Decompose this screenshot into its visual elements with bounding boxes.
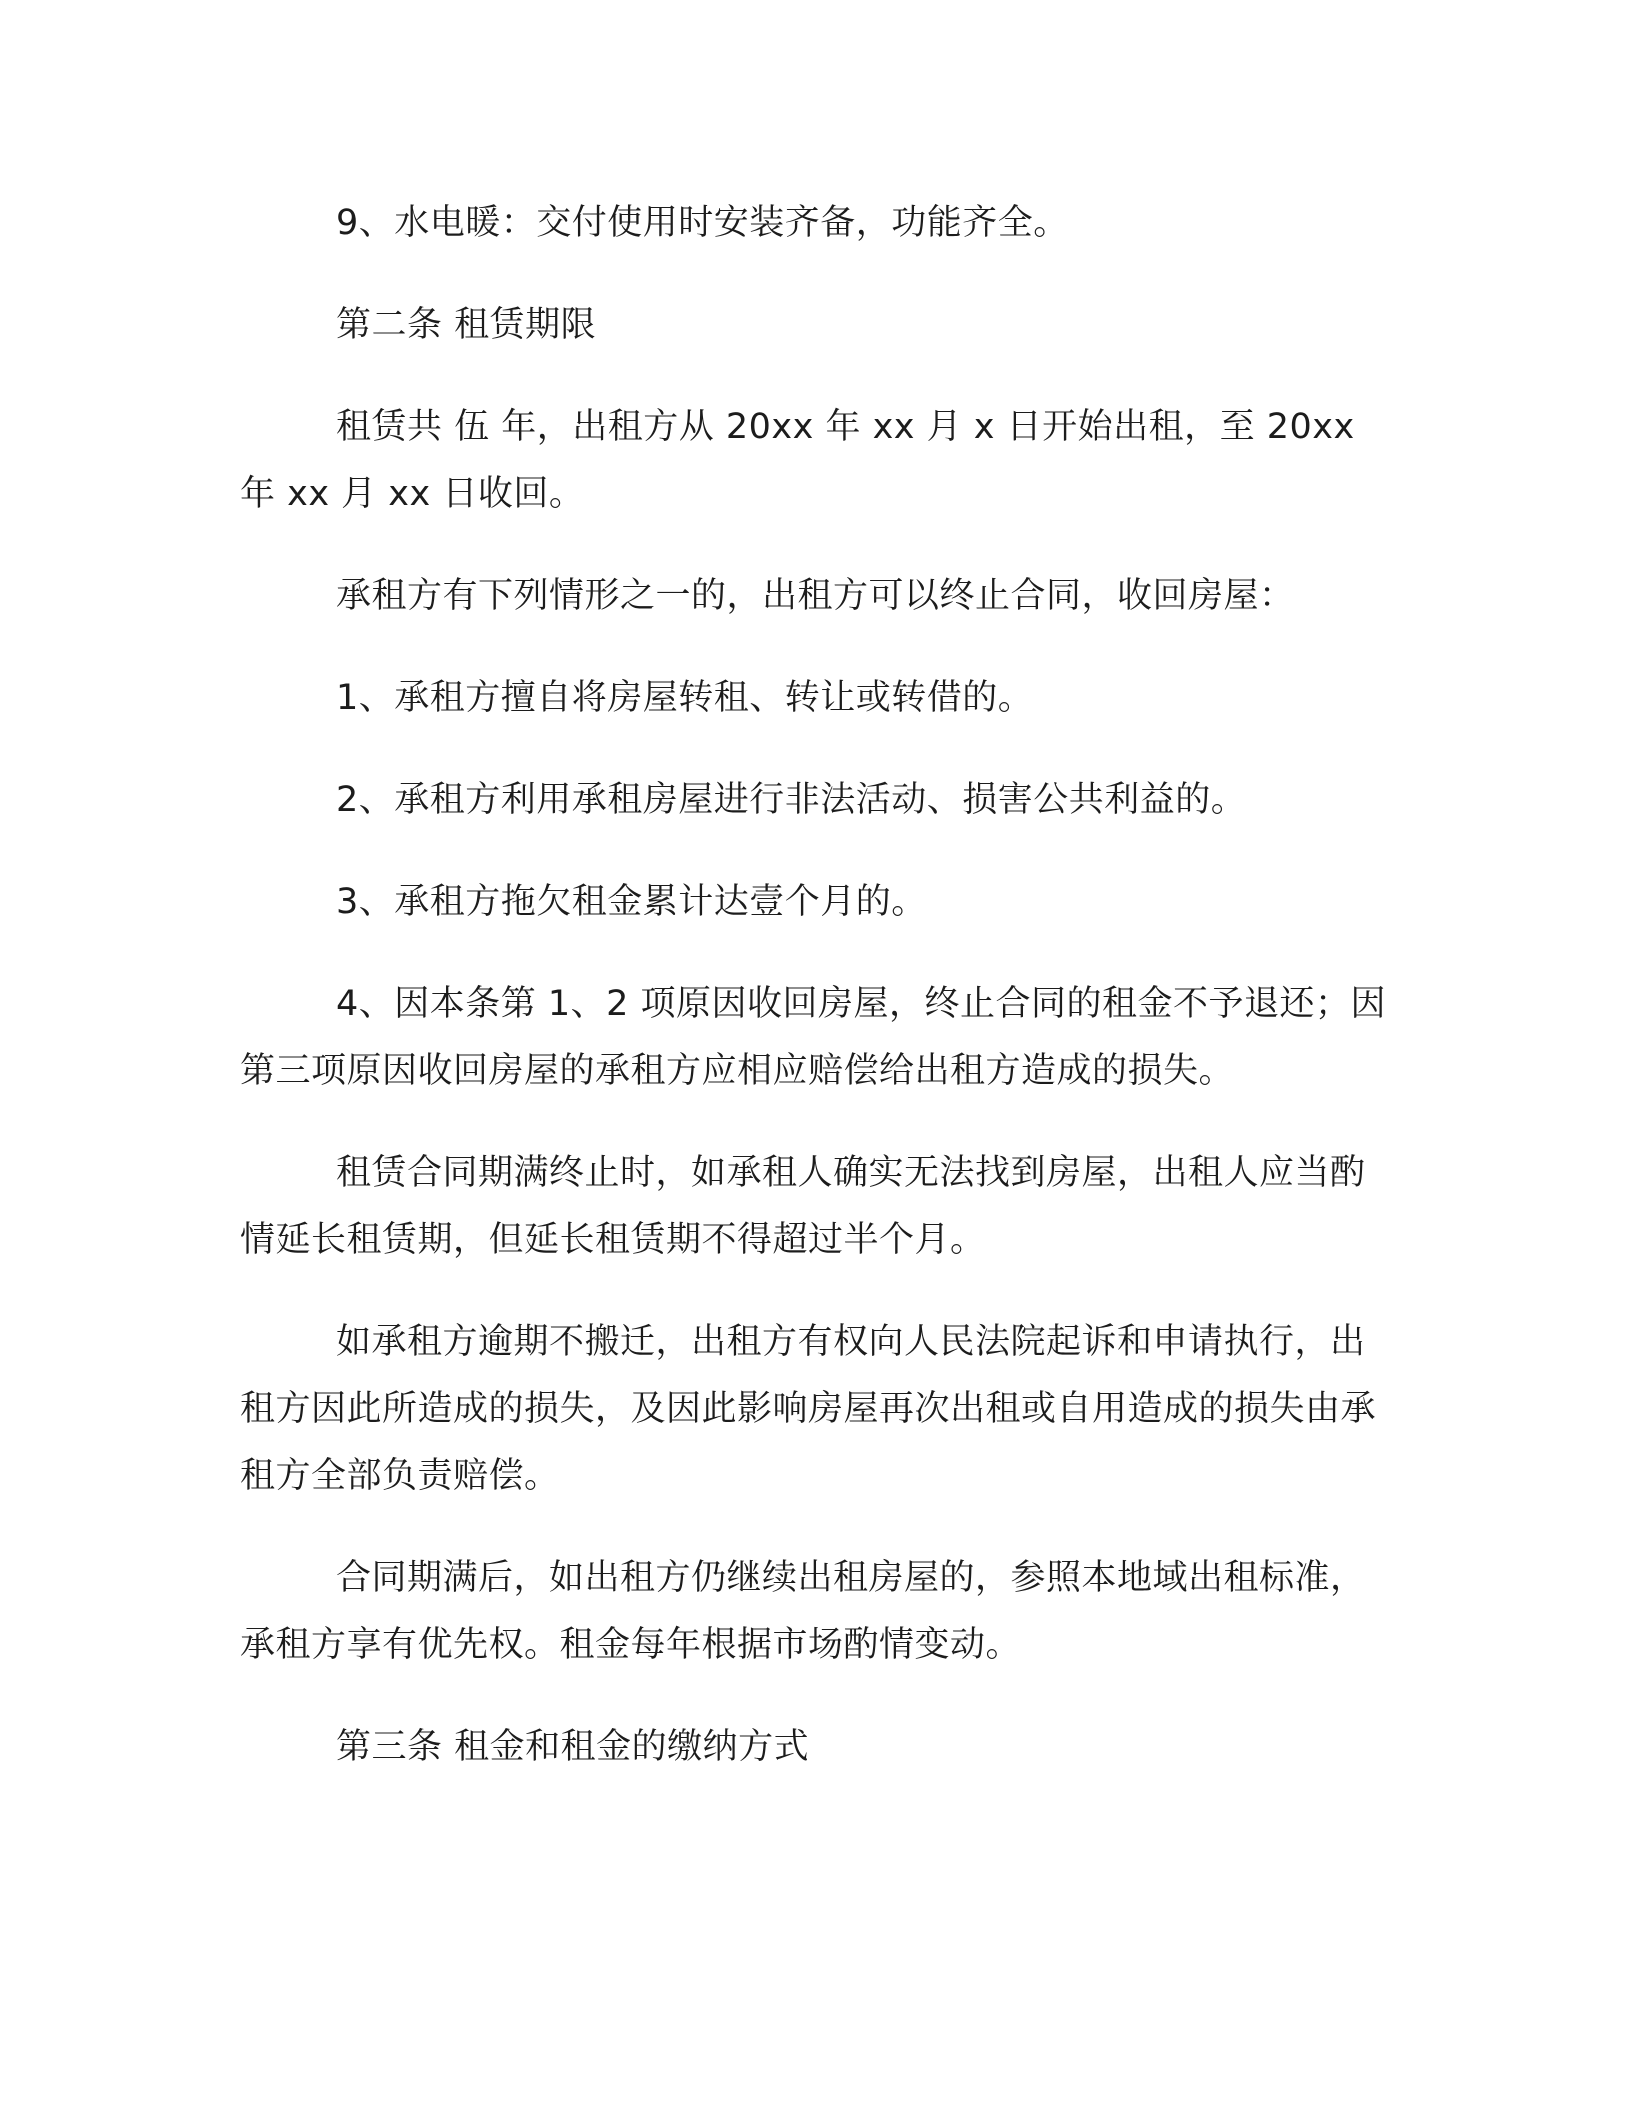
paragraph-lease-extension: 租赁合同期满终止时，如承租人确实无法找到房屋，出租人应当酌情延长租赁期，但延长租赁期不得超过半个月。 — [240, 1153, 1366, 1260]
article-2-heading: 第二条 租赁期限 — [336, 305, 597, 345]
list-item-1: 1、承租方擅自将房屋转租、转让或转借的。 — [336, 678, 1034, 718]
list-item-3: 3、承租方拖欠租金累计达壹个月的。 — [336, 882, 927, 922]
list-item-4: 4、因本条第 1、2 项原因收回房屋，终止合同的租金不予退还；因第三项原因收回房屋的承租方应相应赔偿给出租方造成的损失。 — [240, 984, 1387, 1091]
paragraph-renewal-priority: 合同期满后，如出租方仍继续出租房屋的，参照本地域出租标准，承租方享有优先权。租金每年根据市场酌情变动。 — [240, 1558, 1366, 1665]
paragraph-overdue-relocation: 如承租方逾期不搬迁，出租方有权向人民法院起诉和申请执行，出租方因此所造成的损失，及因此影响房屋再次出租或自用造成的损失由承租方全部负责赔偿。 — [240, 1322, 1377, 1496]
paragraph-termination-conditions: 承租方有下列情形之一的，出租方可以终止合同，收回房屋： — [336, 576, 1295, 616]
document-body — [240, 190, 1390, 1781]
paragraph-lease-term: 租赁共 伍 年，出租方从 20xx 年 xx 月 x 日开始出租，至 20xx 年 xx 月 xx 日收回。 — [240, 407, 1355, 514]
list-item-2: 2、承租方利用承租房屋进行非法活动、损害公共利益的。 — [336, 780, 1247, 820]
paragraph-utilities: 9、水电暖：交付使用时安装齐备，功能齐全。 — [336, 203, 1069, 243]
article-3-heading: 第三条 租金和租金的缴纳方式 — [336, 1727, 810, 1767]
